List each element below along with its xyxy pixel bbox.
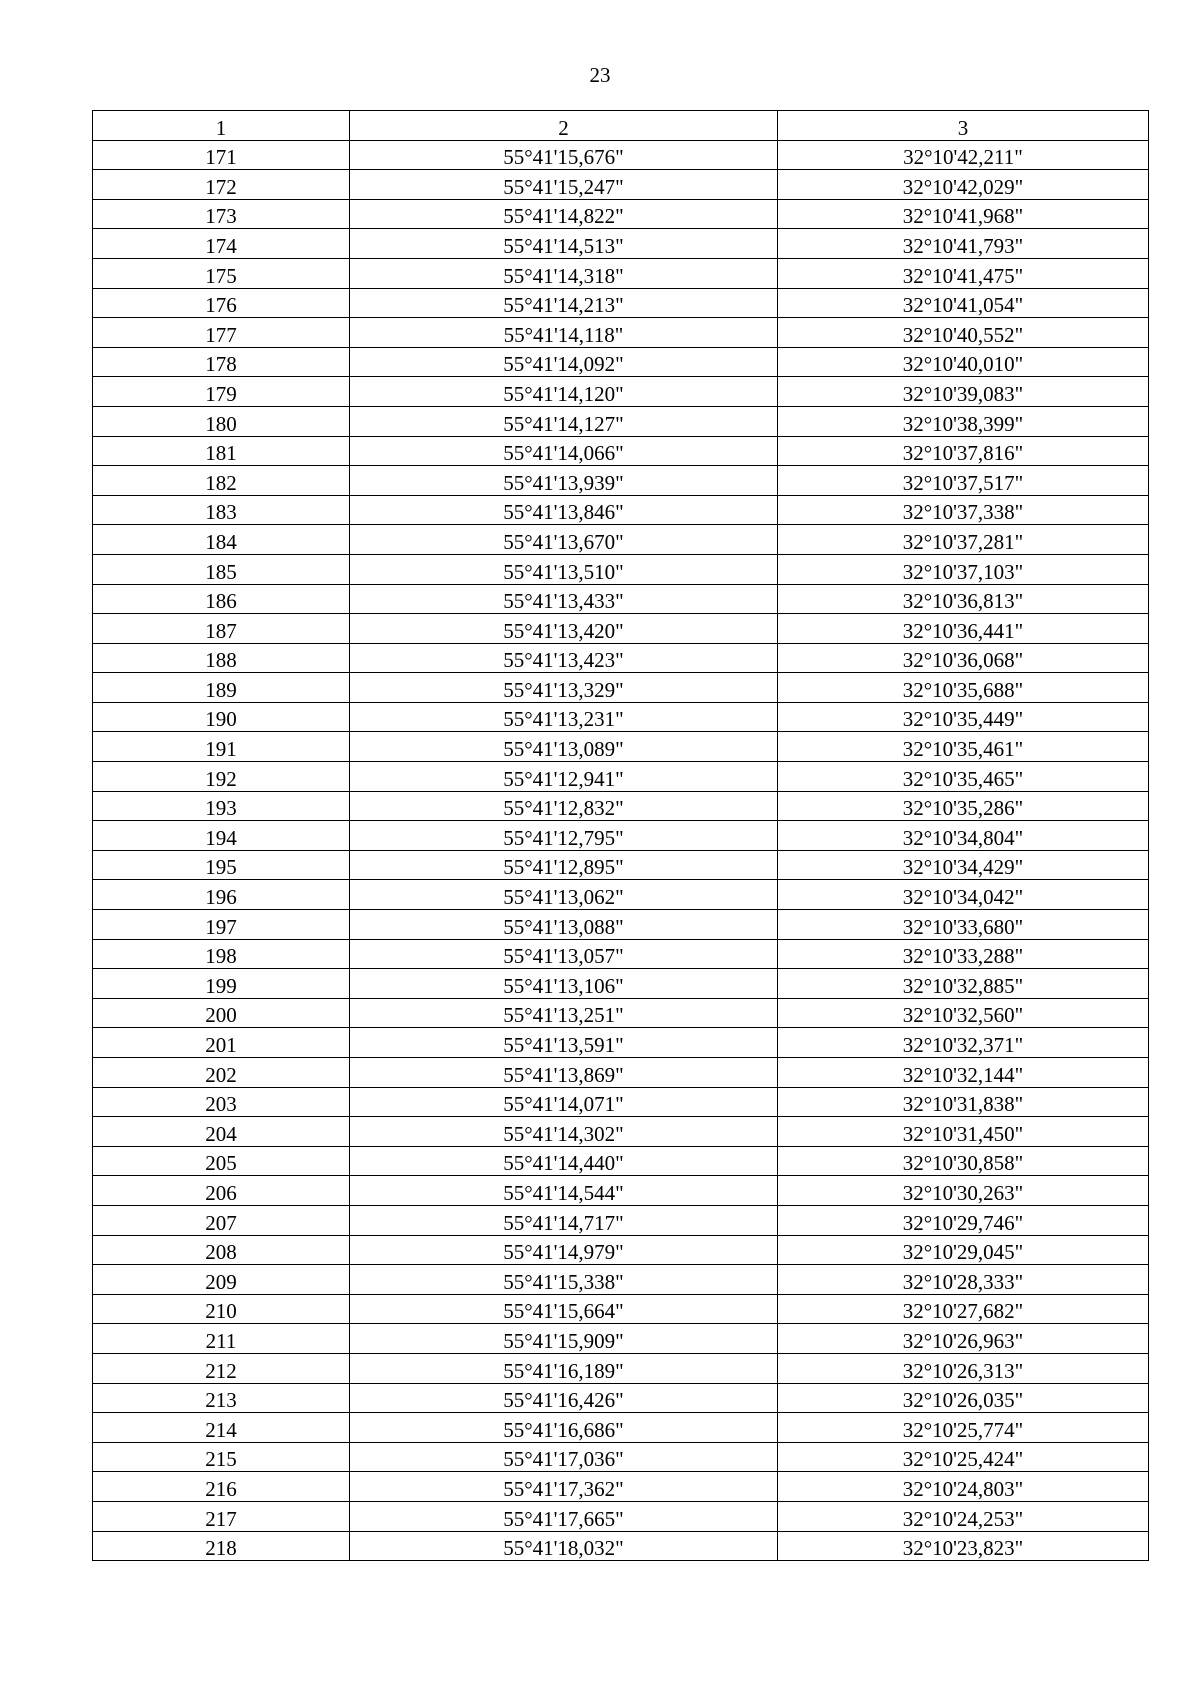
table-row bbox=[93, 1413, 1149, 1443]
latitude-cell: 55°41'12,795" bbox=[350, 821, 778, 851]
table-row bbox=[93, 821, 1149, 851]
longitude-cell: 32°10'34,429" bbox=[778, 850, 1149, 880]
table-row bbox=[93, 1235, 1149, 1265]
latitude-cell: 55°41'14,118" bbox=[350, 318, 778, 348]
table-row bbox=[93, 1205, 1149, 1235]
longitude-cell: 32°10'28,333" bbox=[778, 1265, 1149, 1295]
longitude-cell: 32°10'25,774" bbox=[778, 1413, 1149, 1443]
table-row bbox=[93, 732, 1149, 762]
table-row bbox=[93, 1028, 1149, 1058]
longitude-cell: 32°10'39,083" bbox=[778, 377, 1149, 407]
point-number-cell: 187 bbox=[93, 614, 350, 644]
point-number-cell: 180 bbox=[93, 406, 350, 436]
longitude-cell: 32°10'32,560" bbox=[778, 998, 1149, 1028]
table-row bbox=[93, 584, 1149, 614]
table-row bbox=[93, 969, 1149, 999]
table-row bbox=[93, 910, 1149, 940]
longitude-cell: 32°10'35,688" bbox=[778, 673, 1149, 703]
latitude-cell: 55°41'15,664" bbox=[350, 1294, 778, 1324]
latitude-cell: 55°41'13,088" bbox=[350, 910, 778, 940]
table-row bbox=[93, 880, 1149, 910]
longitude-cell: 32°10'26,313" bbox=[778, 1353, 1149, 1383]
point-number-cell: 181 bbox=[93, 436, 350, 466]
longitude-cell: 32°10'37,281" bbox=[778, 525, 1149, 555]
table-row bbox=[93, 495, 1149, 525]
latitude-cell: 55°41'13,423" bbox=[350, 643, 778, 673]
table-row bbox=[93, 791, 1149, 821]
table-row bbox=[93, 1353, 1149, 1383]
table-row bbox=[93, 673, 1149, 703]
point-number-cell: 193 bbox=[93, 791, 350, 821]
point-number-cell: 198 bbox=[93, 939, 350, 969]
point-number-cell: 201 bbox=[93, 1028, 350, 1058]
longitude-cell: 32°10'25,424" bbox=[778, 1442, 1149, 1472]
latitude-cell: 55°41'14,717" bbox=[350, 1205, 778, 1235]
point-number-cell: 171 bbox=[93, 140, 350, 170]
table-row bbox=[93, 377, 1149, 407]
latitude-cell: 55°41'13,089" bbox=[350, 732, 778, 762]
latitude-cell: 55°41'15,676" bbox=[350, 140, 778, 170]
table-row bbox=[93, 1324, 1149, 1354]
latitude-cell: 55°41'14,120" bbox=[350, 377, 778, 407]
point-number-cell: 189 bbox=[93, 673, 350, 703]
latitude-cell: 55°41'17,665" bbox=[350, 1501, 778, 1531]
latitude-cell: 55°41'13,939" bbox=[350, 466, 778, 496]
latitude-cell: 55°41'16,426" bbox=[350, 1383, 778, 1413]
longitude-cell: 32°10'35,286" bbox=[778, 791, 1149, 821]
coordinates-table bbox=[92, 110, 1149, 1561]
longitude-cell: 32°10'26,035" bbox=[778, 1383, 1149, 1413]
table-row bbox=[93, 140, 1149, 170]
longitude-cell: 32°10'34,804" bbox=[778, 821, 1149, 851]
point-number-cell: 196 bbox=[93, 880, 350, 910]
point-number-cell: 216 bbox=[93, 1472, 350, 1502]
point-number-cell: 173 bbox=[93, 199, 350, 229]
point-number-cell: 199 bbox=[93, 969, 350, 999]
point-number-cell: 210 bbox=[93, 1294, 350, 1324]
point-number-cell: 185 bbox=[93, 554, 350, 584]
longitude-cell: 32°10'29,746" bbox=[778, 1205, 1149, 1235]
table-row bbox=[93, 1058, 1149, 1088]
point-number-cell: 184 bbox=[93, 525, 350, 555]
latitude-cell: 55°41'14,092" bbox=[350, 347, 778, 377]
latitude-cell: 55°41'13,591" bbox=[350, 1028, 778, 1058]
latitude-cell: 55°41'16,686" bbox=[350, 1413, 778, 1443]
latitude-cell: 55°41'14,513" bbox=[350, 229, 778, 259]
longitude-cell: 32°10'36,068" bbox=[778, 643, 1149, 673]
latitude-cell: 55°41'13,433" bbox=[350, 584, 778, 614]
latitude-cell: 55°41'13,846" bbox=[350, 495, 778, 525]
table-row bbox=[93, 643, 1149, 673]
longitude-cell: 32°10'31,450" bbox=[778, 1117, 1149, 1147]
table-row bbox=[93, 170, 1149, 200]
latitude-cell: 55°41'17,036" bbox=[350, 1442, 778, 1472]
column-header-3: 3 bbox=[778, 111, 1149, 141]
point-number-cell: 204 bbox=[93, 1117, 350, 1147]
point-number-cell: 202 bbox=[93, 1058, 350, 1088]
point-number-cell: 197 bbox=[93, 910, 350, 940]
table-row bbox=[93, 762, 1149, 792]
latitude-cell: 55°41'14,440" bbox=[350, 1146, 778, 1176]
point-number-cell: 218 bbox=[93, 1531, 350, 1561]
table-row bbox=[93, 1176, 1149, 1206]
table-row bbox=[93, 406, 1149, 436]
point-number-cell: 175 bbox=[93, 258, 350, 288]
longitude-cell: 32°10'24,803" bbox=[778, 1472, 1149, 1502]
point-number-cell: 200 bbox=[93, 998, 350, 1028]
table-row bbox=[93, 288, 1149, 318]
point-number-cell: 174 bbox=[93, 229, 350, 259]
latitude-cell: 55°41'13,057" bbox=[350, 939, 778, 969]
latitude-cell: 55°41'18,032" bbox=[350, 1531, 778, 1561]
latitude-cell: 55°41'12,941" bbox=[350, 762, 778, 792]
longitude-cell: 32°10'35,465" bbox=[778, 762, 1149, 792]
longitude-cell: 32°10'35,449" bbox=[778, 702, 1149, 732]
latitude-cell: 55°41'16,189" bbox=[350, 1353, 778, 1383]
latitude-cell: 55°41'13,251" bbox=[350, 998, 778, 1028]
longitude-cell: 32°10'35,461" bbox=[778, 732, 1149, 762]
point-number-cell: 209 bbox=[93, 1265, 350, 1295]
point-number-cell: 190 bbox=[93, 702, 350, 732]
point-number-cell: 212 bbox=[93, 1353, 350, 1383]
table-row bbox=[93, 614, 1149, 644]
longitude-cell: 32°10'33,680" bbox=[778, 910, 1149, 940]
column-header-1: 1 bbox=[93, 111, 350, 141]
latitude-cell: 55°41'14,066" bbox=[350, 436, 778, 466]
longitude-cell: 32°10'41,968" bbox=[778, 199, 1149, 229]
table-row bbox=[93, 199, 1149, 229]
longitude-cell: 32°10'37,103" bbox=[778, 554, 1149, 584]
table-header bbox=[93, 111, 1149, 141]
longitude-cell: 32°10'41,793" bbox=[778, 229, 1149, 259]
longitude-cell: 32°10'32,144" bbox=[778, 1058, 1149, 1088]
point-number-cell: 178 bbox=[93, 347, 350, 377]
longitude-cell: 32°10'27,682" bbox=[778, 1294, 1149, 1324]
table-row bbox=[93, 347, 1149, 377]
table-row bbox=[93, 436, 1149, 466]
point-number-cell: 191 bbox=[93, 732, 350, 762]
point-number-cell: 217 bbox=[93, 1501, 350, 1531]
longitude-cell: 32°10'37,517" bbox=[778, 466, 1149, 496]
table-row bbox=[93, 939, 1149, 969]
longitude-cell: 32°10'32,371" bbox=[778, 1028, 1149, 1058]
table-row bbox=[93, 466, 1149, 496]
table-row bbox=[93, 1531, 1149, 1561]
page-number: 23 bbox=[589, 63, 611, 87]
latitude-cell: 55°41'15,909" bbox=[350, 1324, 778, 1354]
point-number-cell: 183 bbox=[93, 495, 350, 525]
point-number-cell: 182 bbox=[93, 466, 350, 496]
point-number-cell: 188 bbox=[93, 643, 350, 673]
longitude-cell: 32°10'26,963" bbox=[778, 1324, 1149, 1354]
latitude-cell: 55°41'15,247" bbox=[350, 170, 778, 200]
latitude-cell: 55°41'13,510" bbox=[350, 554, 778, 584]
point-number-cell: 186 bbox=[93, 584, 350, 614]
longitude-cell: 32°10'33,288" bbox=[778, 939, 1149, 969]
table-row bbox=[93, 1146, 1149, 1176]
latitude-cell: 55°41'14,071" bbox=[350, 1087, 778, 1117]
latitude-cell: 55°41'13,670" bbox=[350, 525, 778, 555]
longitude-cell: 32°10'37,338" bbox=[778, 495, 1149, 525]
point-number-cell: 206 bbox=[93, 1176, 350, 1206]
latitude-cell: 55°41'17,362" bbox=[350, 1472, 778, 1502]
latitude-cell: 55°41'14,302" bbox=[350, 1117, 778, 1147]
point-number-cell: 195 bbox=[93, 850, 350, 880]
latitude-cell: 55°41'13,106" bbox=[350, 969, 778, 999]
table-row bbox=[93, 1442, 1149, 1472]
point-number-cell: 211 bbox=[93, 1324, 350, 1354]
longitude-cell: 32°10'36,813" bbox=[778, 584, 1149, 614]
point-number-cell: 177 bbox=[93, 318, 350, 348]
longitude-cell: 32°10'40,552" bbox=[778, 318, 1149, 348]
longitude-cell: 32°10'41,054" bbox=[778, 288, 1149, 318]
latitude-cell: 55°41'12,895" bbox=[350, 850, 778, 880]
table-row bbox=[93, 318, 1149, 348]
longitude-cell: 32°10'42,211" bbox=[778, 140, 1149, 170]
latitude-cell: 55°41'13,062" bbox=[350, 880, 778, 910]
latitude-cell: 55°41'13,869" bbox=[350, 1058, 778, 1088]
longitude-cell: 32°10'31,838" bbox=[778, 1087, 1149, 1117]
point-number-cell: 194 bbox=[93, 821, 350, 851]
longitude-cell: 32°10'32,885" bbox=[778, 969, 1149, 999]
point-number-cell: 207 bbox=[93, 1205, 350, 1235]
longitude-cell: 32°10'38,399" bbox=[778, 406, 1149, 436]
longitude-cell: 32°10'30,263" bbox=[778, 1176, 1149, 1206]
latitude-cell: 55°41'13,231" bbox=[350, 702, 778, 732]
point-number-cell: 192 bbox=[93, 762, 350, 792]
longitude-cell: 32°10'36,441" bbox=[778, 614, 1149, 644]
point-number-cell: 214 bbox=[93, 1413, 350, 1443]
table-row bbox=[93, 1472, 1149, 1502]
latitude-cell: 55°41'15,338" bbox=[350, 1265, 778, 1295]
latitude-cell: 55°41'14,979" bbox=[350, 1235, 778, 1265]
header-row bbox=[93, 111, 1149, 141]
longitude-cell: 32°10'29,045" bbox=[778, 1235, 1149, 1265]
table-row bbox=[93, 1117, 1149, 1147]
table-row bbox=[93, 554, 1149, 584]
longitude-cell: 32°10'40,010" bbox=[778, 347, 1149, 377]
table-row bbox=[93, 258, 1149, 288]
longitude-cell: 32°10'34,042" bbox=[778, 880, 1149, 910]
longitude-cell: 32°10'24,253" bbox=[778, 1501, 1149, 1531]
latitude-cell: 55°41'14,127" bbox=[350, 406, 778, 436]
table-row bbox=[93, 1265, 1149, 1295]
table-row bbox=[93, 850, 1149, 880]
longitude-cell: 32°10'37,816" bbox=[778, 436, 1149, 466]
latitude-cell: 55°41'14,822" bbox=[350, 199, 778, 229]
latitude-cell: 55°41'13,420" bbox=[350, 614, 778, 644]
point-number-cell: 208 bbox=[93, 1235, 350, 1265]
table-row bbox=[93, 1294, 1149, 1324]
latitude-cell: 55°41'14,213" bbox=[350, 288, 778, 318]
point-number-cell: 176 bbox=[93, 288, 350, 318]
point-number-cell: 215 bbox=[93, 1442, 350, 1472]
longitude-cell: 32°10'41,475" bbox=[778, 258, 1149, 288]
point-number-cell: 203 bbox=[93, 1087, 350, 1117]
table-row bbox=[93, 1087, 1149, 1117]
point-number-cell: 213 bbox=[93, 1383, 350, 1413]
longitude-cell: 32°10'30,858" bbox=[778, 1146, 1149, 1176]
table-row bbox=[93, 229, 1149, 259]
point-number-cell: 205 bbox=[93, 1146, 350, 1176]
point-number-cell: 179 bbox=[93, 377, 350, 407]
table-body bbox=[93, 140, 1149, 1561]
table-row bbox=[93, 998, 1149, 1028]
table-row bbox=[93, 1501, 1149, 1531]
table-row bbox=[93, 702, 1149, 732]
table-row bbox=[93, 1383, 1149, 1413]
longitude-cell: 32°10'42,029" bbox=[778, 170, 1149, 200]
latitude-cell: 55°41'14,318" bbox=[350, 258, 778, 288]
latitude-cell: 55°41'13,329" bbox=[350, 673, 778, 703]
longitude-cell: 32°10'23,823" bbox=[778, 1531, 1149, 1561]
table-row bbox=[93, 525, 1149, 555]
latitude-cell: 55°41'14,544" bbox=[350, 1176, 778, 1206]
latitude-cell: 55°41'12,832" bbox=[350, 791, 778, 821]
column-header-2: 2 bbox=[350, 111, 778, 141]
point-number-cell: 172 bbox=[93, 170, 350, 200]
